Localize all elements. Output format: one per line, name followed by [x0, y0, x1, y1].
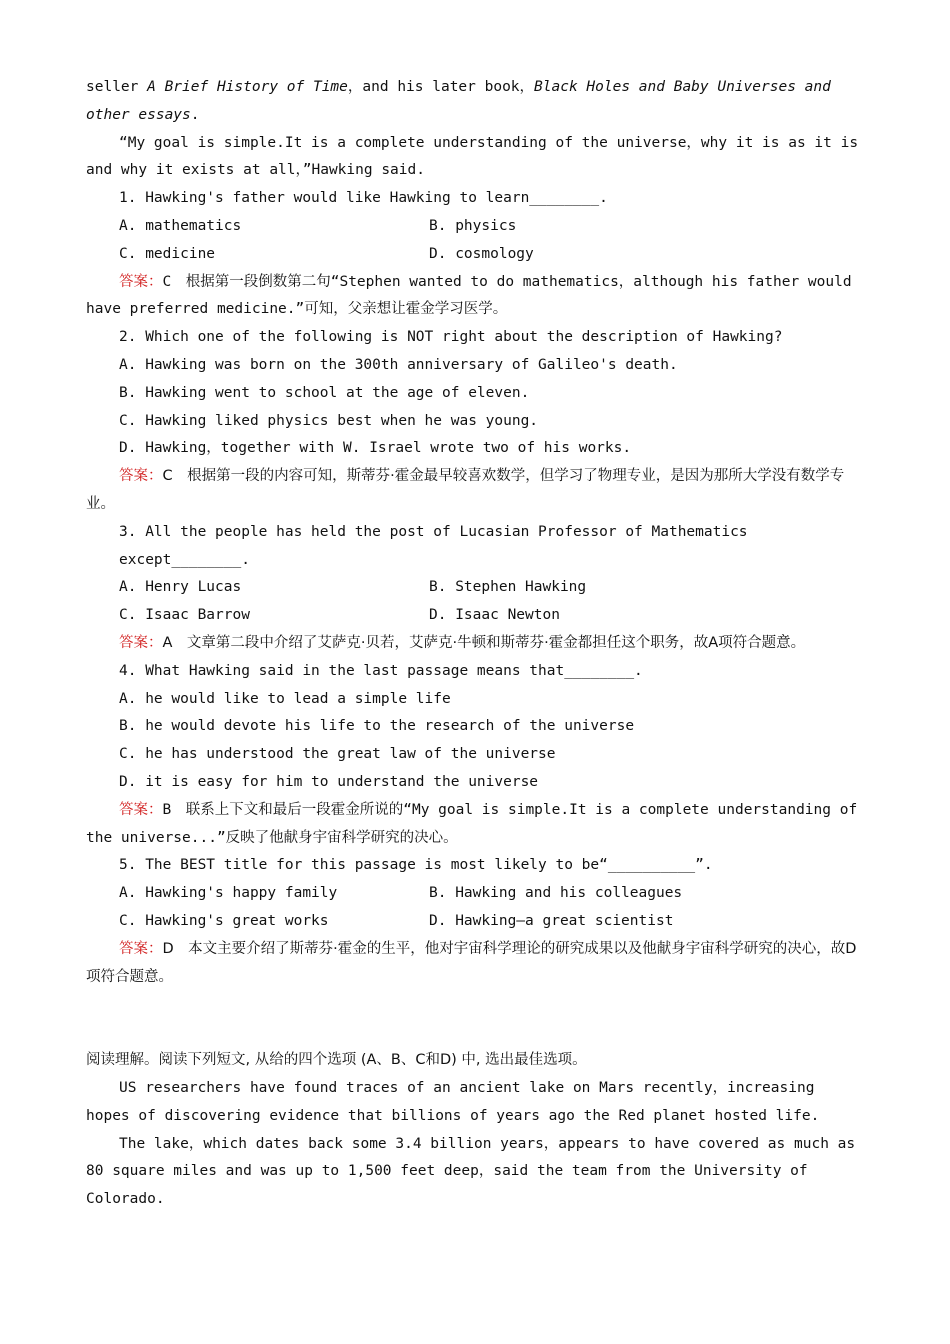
answer-label: 答案： [119, 940, 163, 957]
option-row [86, 241, 862, 269]
option: A. Hawking was born on the 300th anniversary of Galileo's death. [119, 356, 678, 373]
answer-label: 答案： [119, 634, 163, 651]
book-title: A Brief History of Time [147, 79, 348, 95]
passage-paragraph: US researchers have found traces of an ancient lake on Mars recently，increasing hopes of discovering evidence that billions of years ago the Red planet hosted life. [86, 1080, 820, 1124]
answer-label: 答案： [119, 468, 163, 485]
option: B. Stephen Hawking [429, 579, 587, 596]
question-stem: 2. Which one of the following is NOT right about the description of Hawking? [119, 329, 783, 346]
option: D. Hawking—a great scientist [429, 912, 674, 929]
option: C. he has understood the great law of the universe [119, 746, 556, 763]
document-page [86, 74, 862, 1214]
option: A. Henry Lucas [119, 579, 242, 596]
answer-explanation: 答案：B 联系上下文和最后一段霍金所说的“My goal is simple.It is a complete understanding of the universe...”反映了他献身宇宙科学研究的决心。 [86, 801, 858, 846]
option: A. Hawking's happy family [119, 885, 338, 902]
option-row [86, 602, 862, 630]
option: D. Isaac Newton [429, 607, 560, 624]
option: D. cosmology [429, 245, 534, 262]
option: C. Hawking liked physics best when he was young. [119, 412, 539, 429]
option-row [86, 880, 862, 908]
option: C. Hawking's great works [119, 912, 329, 929]
answer-explanation: 答案：C 根据第一段倒数第二句“Stephen wanted to do mathematics，although his father would have preferred medicine.”可知，父亲想让霍金学习医学。 [86, 273, 852, 318]
question-stem: 5. The BEST title for this passage is most likely to be“__________”. [119, 857, 713, 874]
answer-explanation: 答案：D 本文主要介绍了斯蒂芬·霍金的生平，他对宇宙科学理论的研究成果以及他献身宇宙科学研究的决心，故D项符合题意。 [86, 940, 857, 985]
question-stem: 3. All the people has held the post of Lucasian Professor of Mathematics except________. [119, 523, 748, 568]
option-row [86, 213, 862, 241]
passage-paragraph: The lake，which dates back some 3.4 billion years，appears to have covered as much as 80 square miles and was up to 1,500 feet deep，said the team from the University of Colorado. [86, 1135, 856, 1208]
option: B. physics [429, 217, 517, 234]
intro-line: seller A Brief History of Time，and his later book，Black Holes and Baby Universes and other essays. [86, 79, 831, 123]
quote-paragraph: “My goal is simple.It is a complete understanding of the universe，why it is as it is and why it exists at all，”Hawking said. [86, 134, 859, 179]
option: B. he would devote his life to the research of the universe [119, 718, 635, 735]
option: B. Hawking went to school at the age of eleven. [119, 384, 530, 401]
section-instruction: 阅读理解。阅读下列短文, 从给的四个选项 (A、B、C和D) 中, 选出最佳选项。 [86, 1052, 587, 1069]
book-title: Black Holes and Baby Universes and other essays [86, 79, 831, 123]
question-stem: 4. What Hawking said in the last passage means that________. [119, 662, 643, 679]
section-spacer [86, 991, 862, 1047]
option: C. medicine [119, 245, 216, 262]
option: D. Hawking，together with W. Israel wrote two of his works. [119, 440, 632, 457]
option: A. he would like to lead a simple life [119, 690, 451, 707]
answer-label: 答案： [119, 273, 163, 290]
option: A. mathematics [119, 217, 242, 234]
option-row [86, 574, 862, 602]
answer-explanation: 答案：C 根据第一段的内容可知，斯蒂芬·霍金最早较喜欢数学，但学习了物理专业，是因为那所大学没有数学专业。 [86, 468, 845, 512]
question-stem: 1. Hawking's father would like Hawking to learn________. [119, 190, 608, 207]
option: D. it is easy for him to understand the universe [119, 773, 539, 790]
option-row [86, 908, 862, 936]
answer-label: 答案： [119, 801, 163, 818]
answer-explanation: 答案：A 文章第二段中介绍了艾萨克·贝若，艾萨克·牛顿和斯蒂芬·霍金都担任这个职务，故A项符合题意。 [119, 634, 806, 651]
option: C. Isaac Barrow [119, 607, 250, 624]
option: B. Hawking and his colleagues [429, 885, 683, 902]
